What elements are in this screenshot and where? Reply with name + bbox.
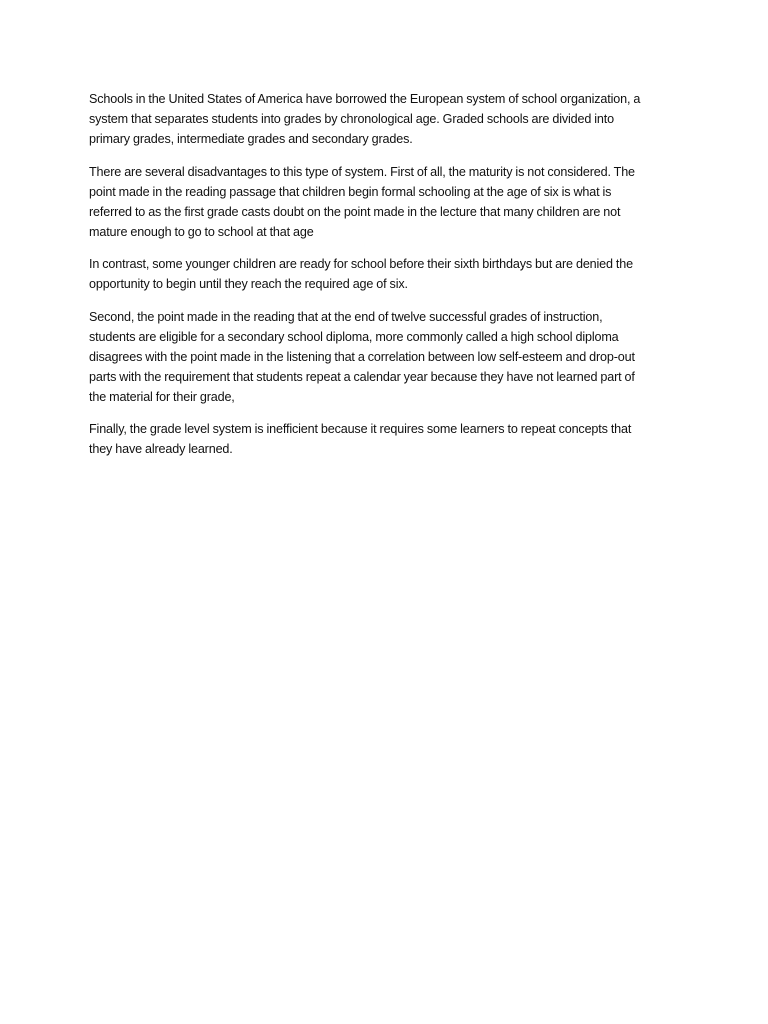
text-line: Schools in the United States of America have borrowed the European system of school organization, a xyxy=(89,92,641,106)
text-line: There are several disadvantages to this type of system. First of all, the maturity is not considered. The xyxy=(89,164,635,179)
paragraph-2 xyxy=(89,162,679,242)
paragraph-1 xyxy=(89,89,679,149)
text-line: students are eligible for a secondary school diploma, more commonly called a high school diploma xyxy=(89,329,619,344)
text-line: parts with the requirement that students repeat a calendar year because they have not learned part of xyxy=(89,369,635,384)
document-body xyxy=(89,89,679,472)
text-line: point made in the reading passage that children begin formal schooling at the age of six is what is xyxy=(89,184,612,199)
text-line: In contrast, some younger children are ready for school before their sixth birthdays but are denied the xyxy=(89,257,633,271)
text-line: mature enough to go to school at that age xyxy=(89,224,314,239)
text-line: they have already learned. xyxy=(89,442,233,456)
paragraph-3 xyxy=(89,254,679,294)
text-line: Second, the point made in the reading that at the end of twelve successful grades of instruction, xyxy=(89,309,603,324)
text-line: system that separates students into grades by chronological age. Graded schools are divided into xyxy=(89,112,614,126)
text-line: Finally, the grade level system is inefficient because it requires some learners to repeat concepts that xyxy=(89,422,632,436)
text-line: the material for their grade, xyxy=(89,389,235,404)
paragraph-4 xyxy=(89,307,679,407)
text-line: referred to as the first grade casts doubt on the point made in the lecture that many children are not xyxy=(89,204,621,219)
text-line: disagrees with the point made in the listening that a correlation between low self-esteem and drop-out xyxy=(89,349,635,364)
text-line: opportunity to begin until they reach the required age of six. xyxy=(89,277,408,291)
text-line: primary grades, intermediate grades and secondary grades. xyxy=(89,132,413,146)
paragraph-5 xyxy=(89,419,679,459)
